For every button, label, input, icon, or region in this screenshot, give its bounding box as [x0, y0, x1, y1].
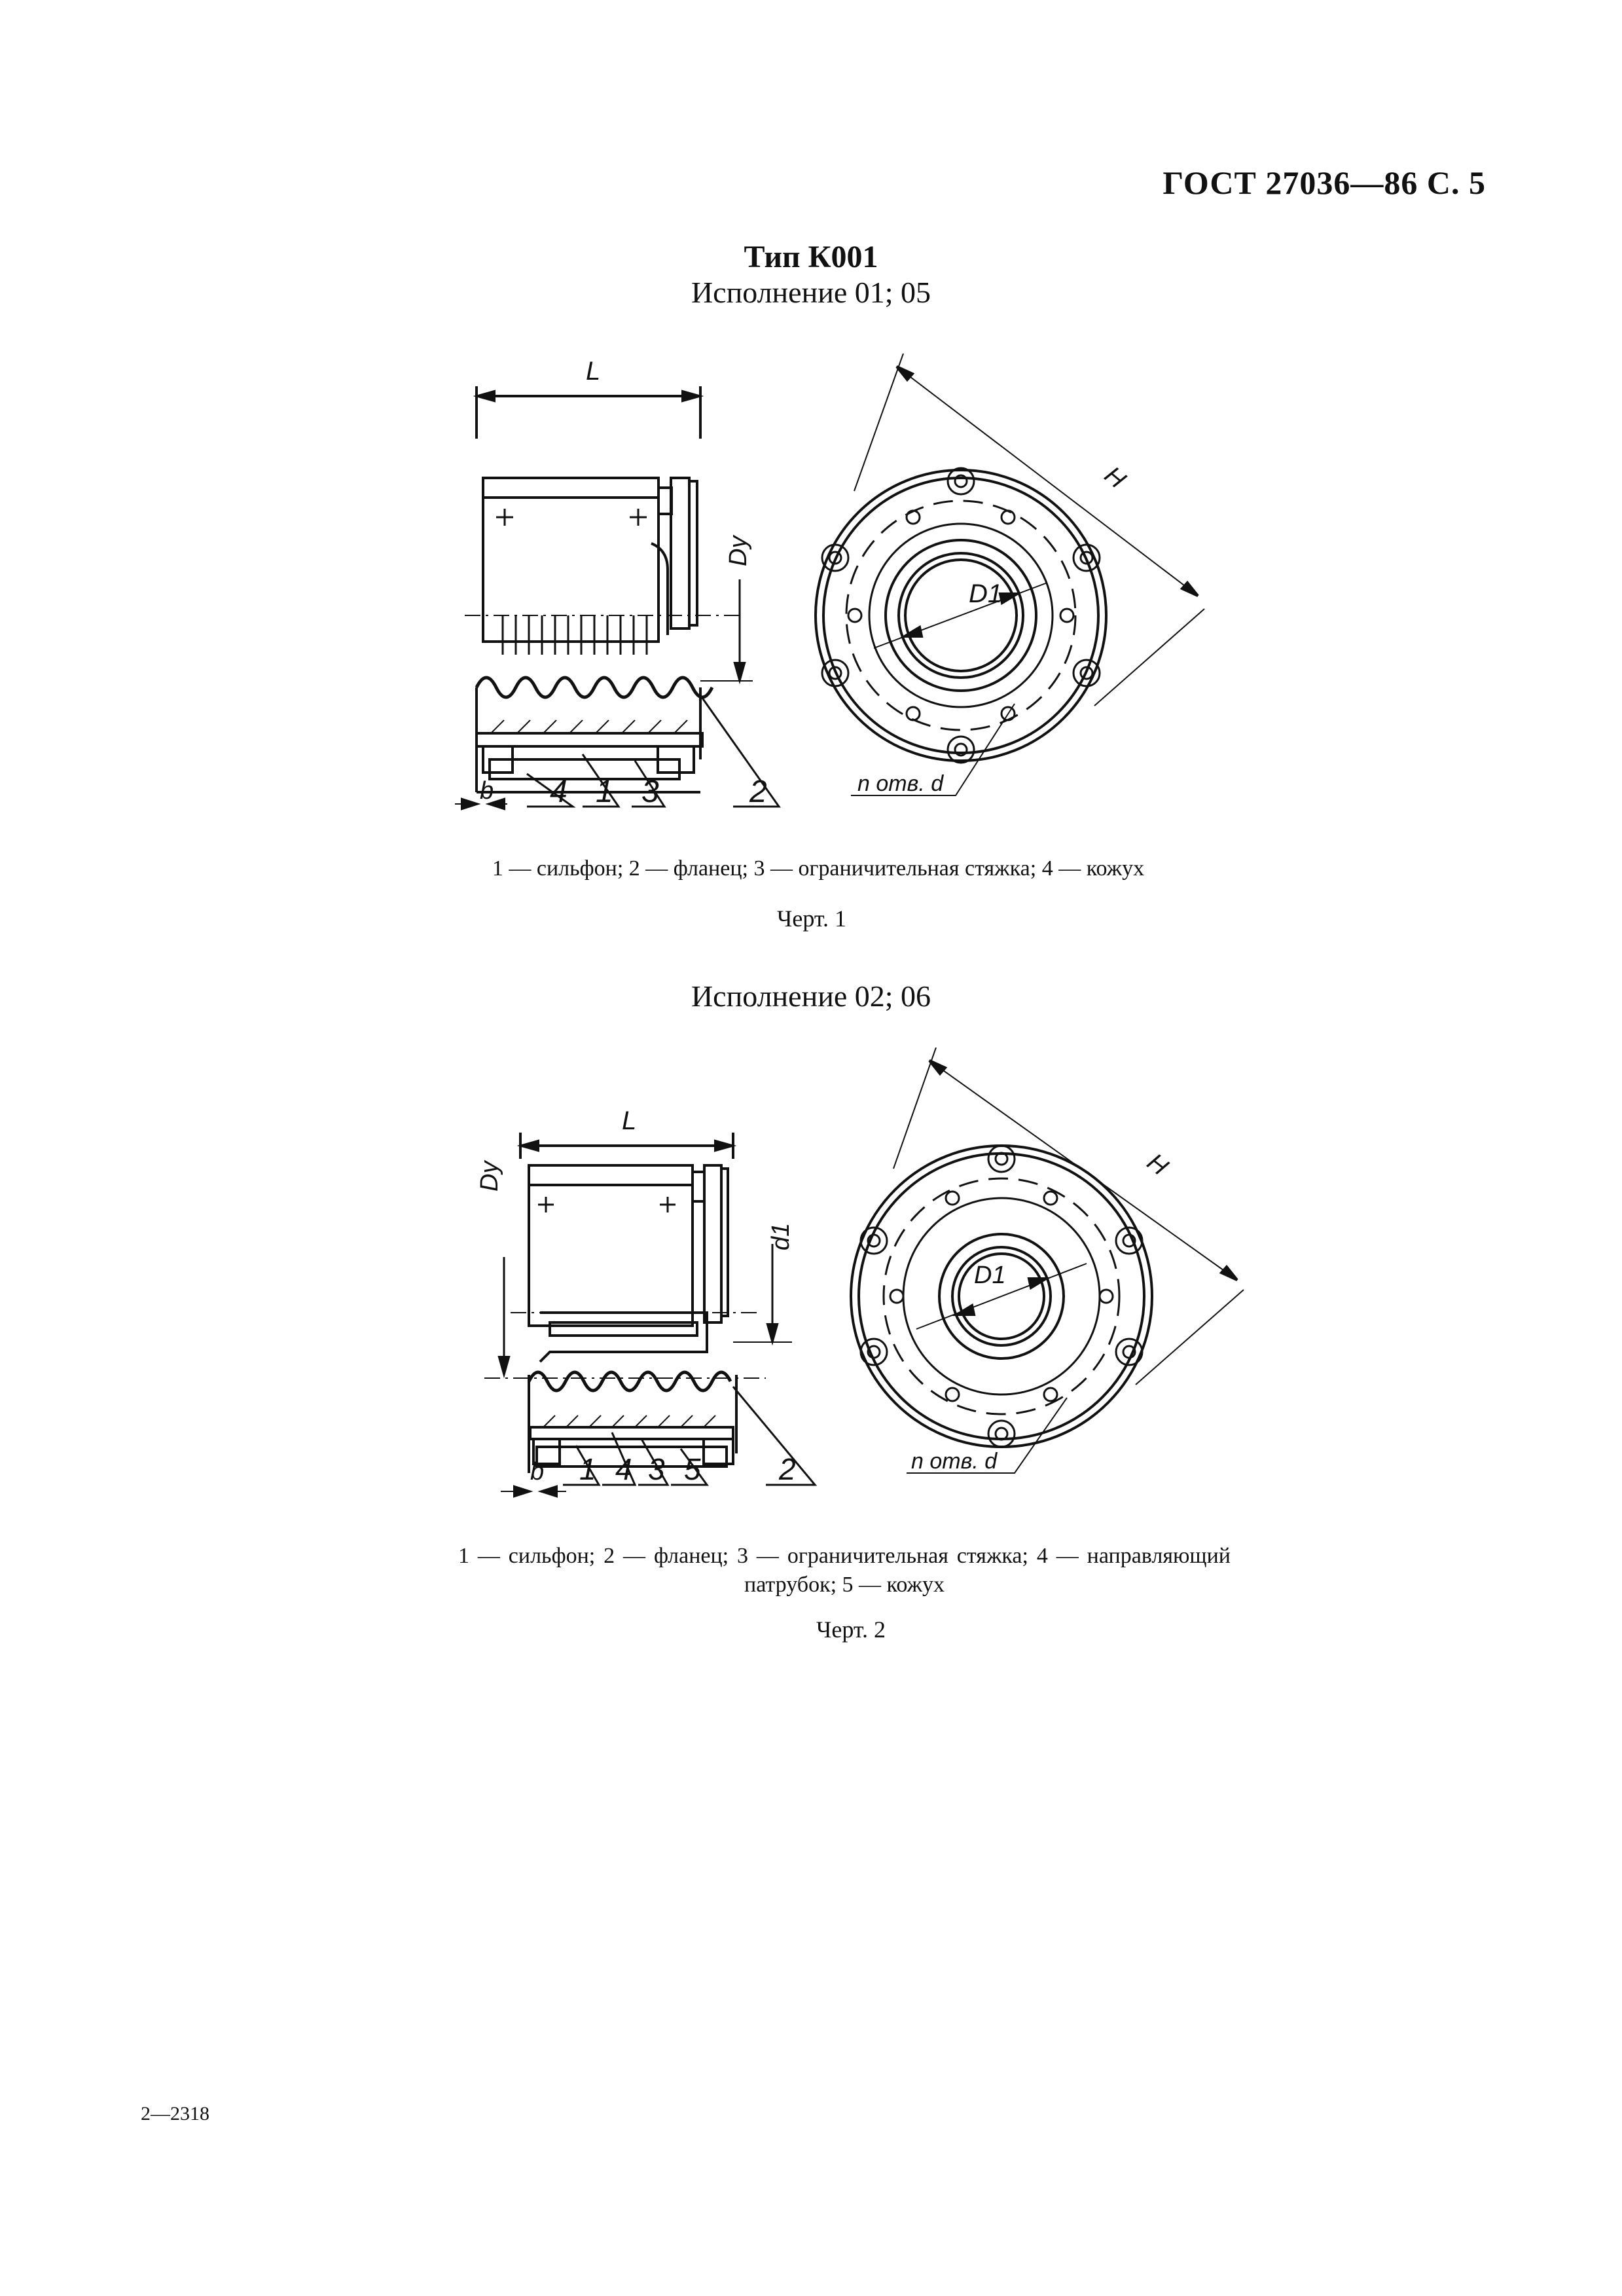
- execution-1-title: Исполнение 01; 05: [691, 276, 931, 309]
- fig2-dim-Dy: Dy: [476, 1161, 503, 1192]
- page-footer: 2—2318: [141, 2103, 209, 2124]
- fig1-holes-label: n отв. d: [857, 771, 944, 796]
- figure-1-side-view: [455, 357, 779, 809]
- fig1-dim-b: b: [480, 777, 494, 805]
- fig2-dim-H: H: [1142, 1148, 1173, 1181]
- figure-1-drawing: [393, 340, 1276, 818]
- figure-2-drawing: [425, 1048, 1289, 1506]
- execution-2-title: Исполнение 02; 06: [691, 979, 931, 1013]
- fig2-callout-4: 4: [615, 1452, 632, 1486]
- fig1-dim-L: L: [586, 357, 601, 386]
- figure-1-front-view: [816, 354, 1204, 796]
- fig2-dim-L: L: [622, 1106, 637, 1135]
- fig2-dim-D1: D1: [974, 1262, 1006, 1289]
- figure-1-caption: 1 — сильфон; 2 — фланец; 3 — ограничительная стяжка; 4 — кожух: [492, 856, 1145, 881]
- page-header: ГОСТ 27036—86 С. 5: [1162, 164, 1486, 201]
- fig1-callout-3: 3: [641, 774, 659, 809]
- figure-2-label: Черт. 2: [816, 1616, 886, 1643]
- type-title: Тип К001: [744, 240, 878, 274]
- fig2-dim-d1: d1: [767, 1222, 795, 1250]
- fig2-callout-5: 5: [684, 1452, 701, 1486]
- figure-2-front-view: [851, 1048, 1244, 1474]
- fig1-dim-H: H: [1099, 461, 1131, 494]
- fig1-callout-4: 4: [550, 774, 568, 809]
- fig1-dim-D1: D1: [969, 579, 1003, 608]
- fig2-holes-label: n отв. d: [911, 1449, 998, 1474]
- figure-2-side-view: [476, 1106, 815, 1496]
- fig1-dim-Dy: Dy: [725, 536, 752, 566]
- fig2-callout-2: 2: [779, 1452, 796, 1486]
- fig1-callout-2: 2: [749, 774, 767, 809]
- figure-1-label: Черт. 1: [777, 905, 846, 932]
- fig1-callout-1: 1: [596, 774, 613, 809]
- fig2-callout-1: 1: [579, 1452, 596, 1486]
- fig2-callout-3: 3: [648, 1452, 665, 1486]
- fig2-dim-b: b: [530, 1458, 545, 1485]
- figure-2-caption: 1 — сильфон; 2 — фланец; 3 — ограничительная стяжка; 4 — направляющий патрубок; 5 — кожух: [458, 1544, 1231, 1597]
